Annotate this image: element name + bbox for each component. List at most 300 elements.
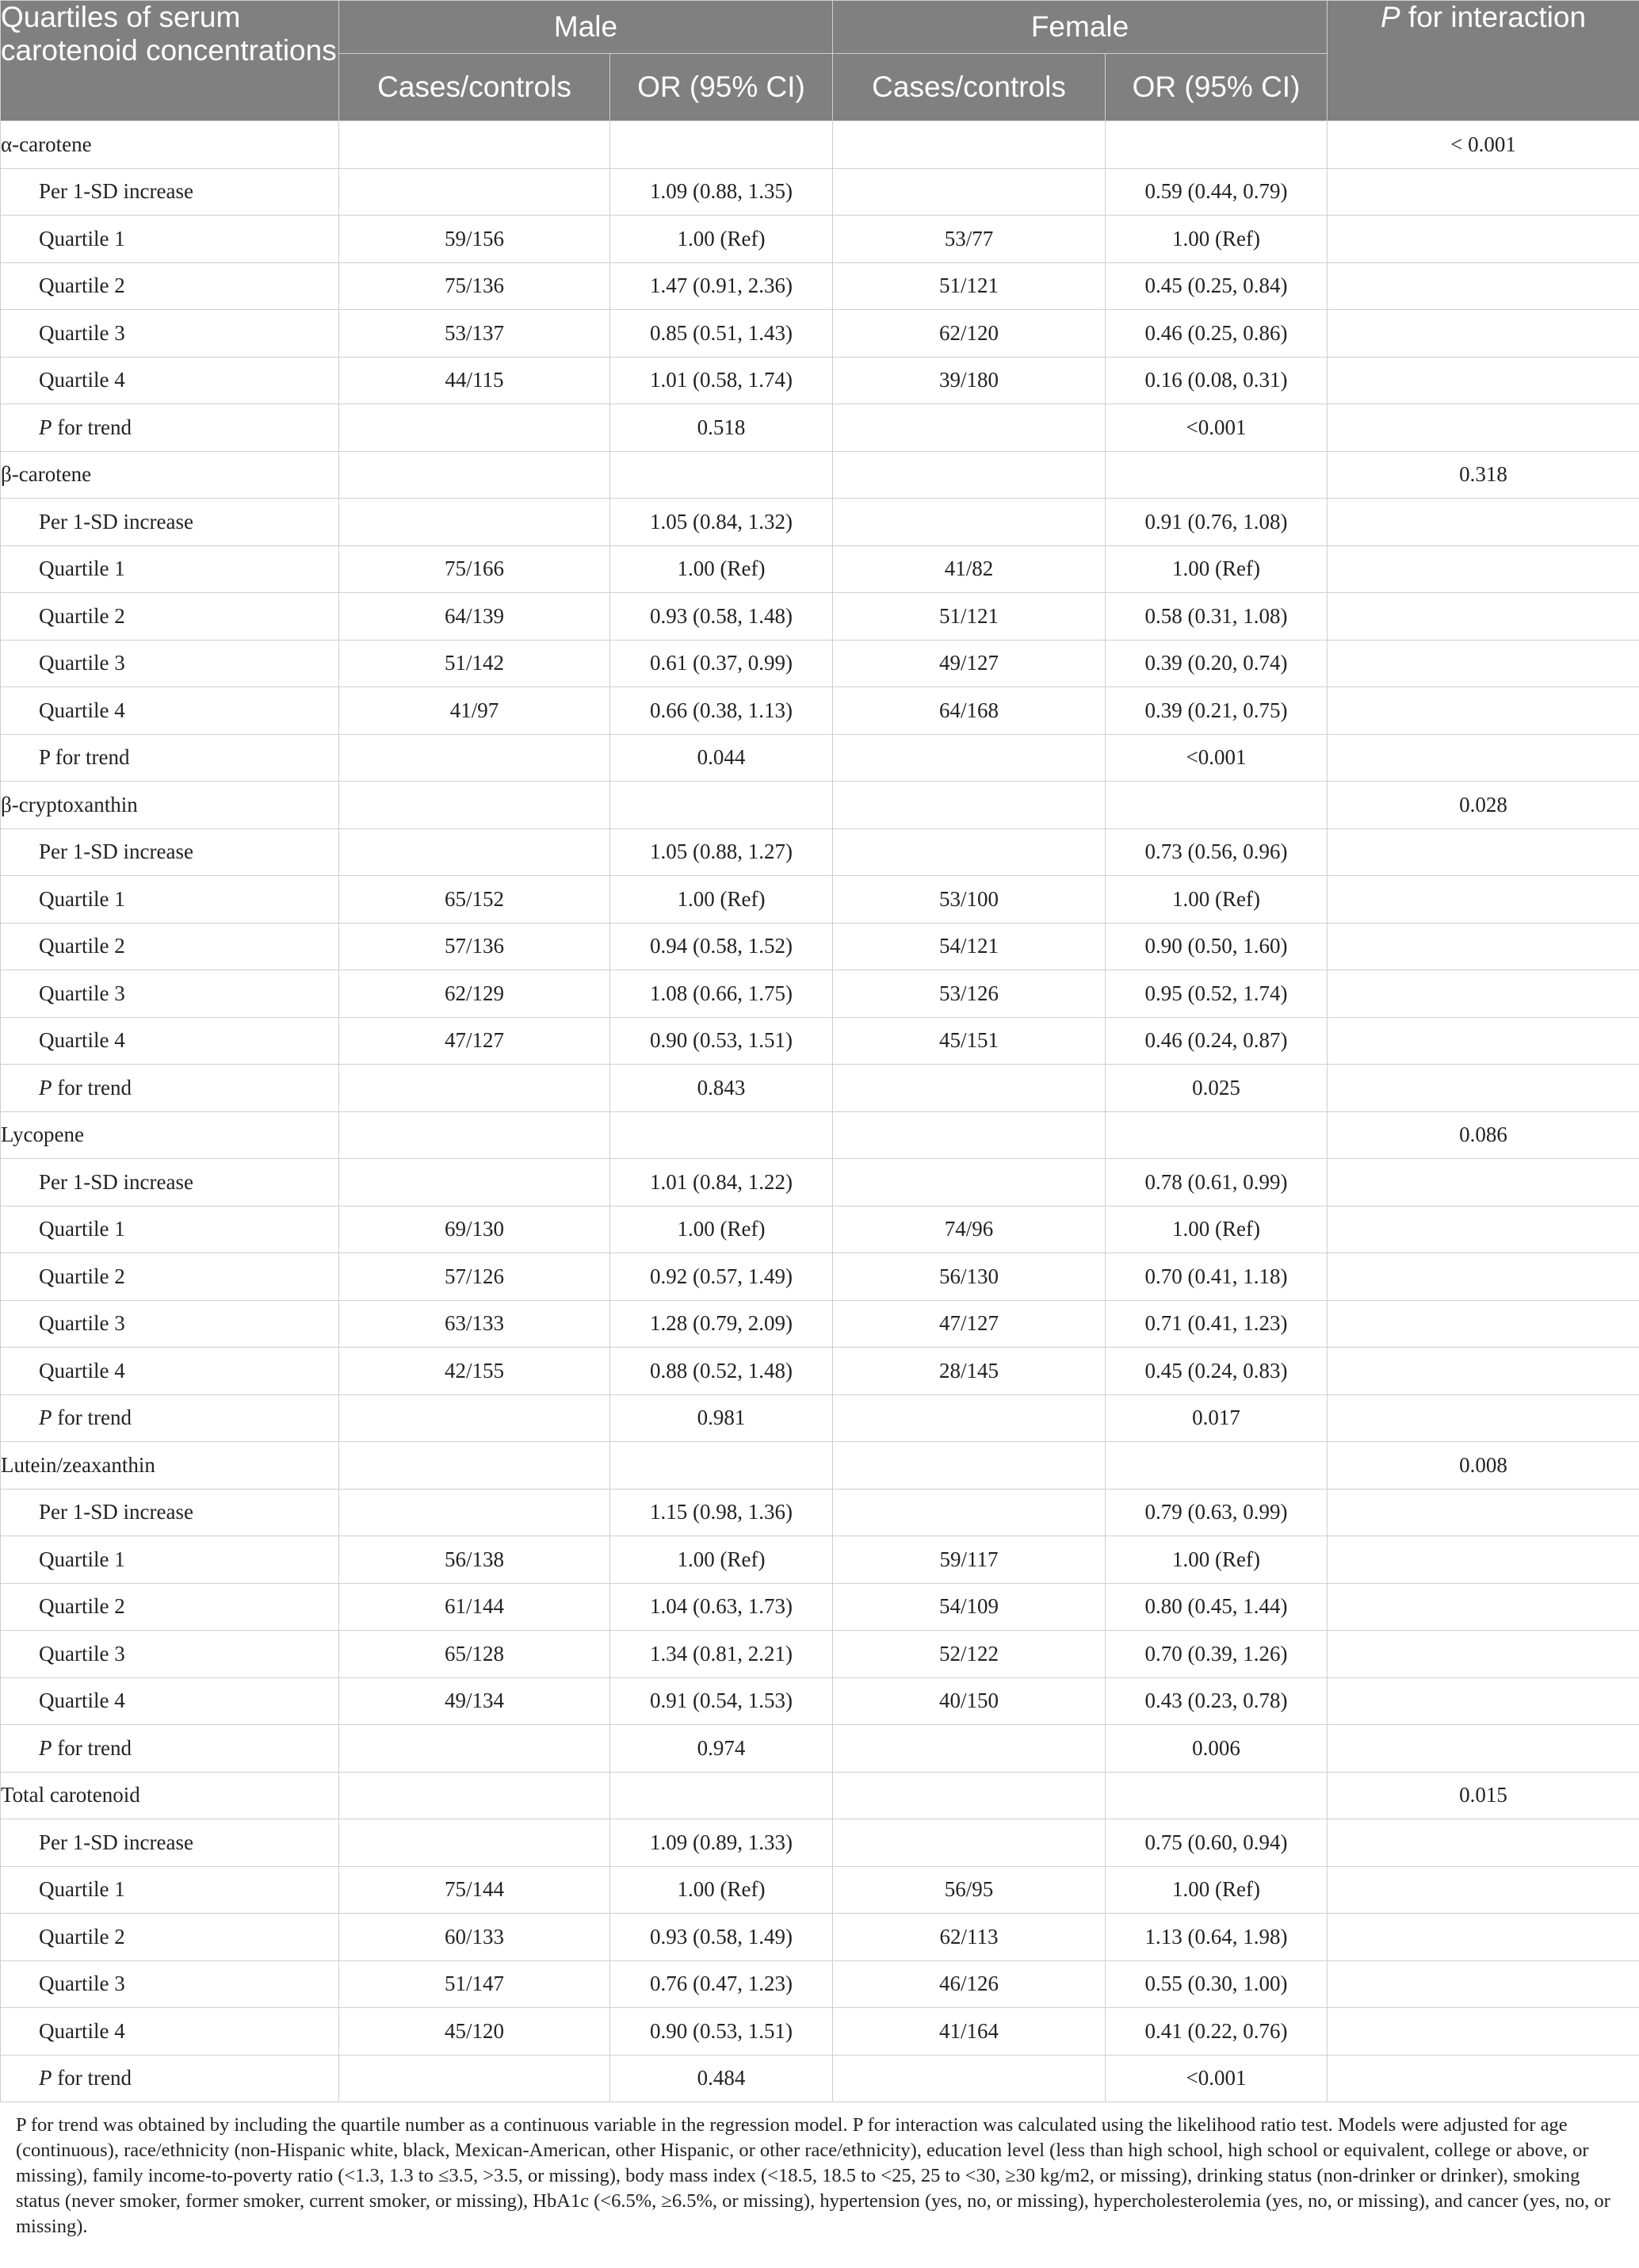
male-or-cell: 1.00 (Ref): [610, 1866, 833, 1914]
row-label-cell: Quartile 3: [1, 310, 339, 358]
p-italic: P: [1380, 1, 1400, 33]
female-cases-controls-cell: [833, 1065, 1106, 1112]
table-row: [1, 687, 1639, 735]
female-cases-controls-cell: [833, 2055, 1106, 2102]
table-row: [1, 2008, 1639, 2056]
male-or-cell: 0.90 (0.53, 1.51): [610, 1017, 833, 1065]
female-or-cell: 0.90 (0.50, 1.60): [1106, 923, 1328, 970]
male-or-cell: [610, 1442, 833, 1490]
table-row: [1, 1111, 1639, 1159]
male-cases-controls-cell: 47/127: [339, 1017, 610, 1065]
male-or-cell: 0.974: [610, 1725, 833, 1773]
male-or-cell: 1.00 (Ref): [610, 545, 833, 593]
female-or-cell: 0.45 (0.25, 0.84): [1106, 262, 1328, 310]
female-or-cell: <0.001: [1106, 404, 1328, 452]
male-or-cell: 1.00 (Ref): [610, 216, 833, 263]
male-cases-controls-cell: 75/136: [339, 262, 610, 310]
row-label-cell: Quartile 3: [1, 640, 339, 687]
row-label-cell: β-carotene: [1, 451, 339, 499]
p-interaction-cell: [1328, 168, 1639, 216]
female-or-cell: 0.59 (0.44, 0.79): [1106, 168, 1328, 216]
p-italic: P: [39, 415, 52, 439]
female-or-cell: 0.71 (0.41, 1.23): [1106, 1300, 1328, 1348]
row-label-cell: Quartile 4: [1, 1017, 339, 1065]
male-cases-controls-header: Cases/controls: [339, 54, 610, 121]
female-cases-controls-cell: [833, 1394, 1106, 1442]
male-cases-controls-cell: 57/136: [339, 923, 610, 970]
row-label-cell: Lutein/zeaxanthin: [1, 1442, 339, 1490]
p-interaction-cell: [1328, 404, 1639, 452]
female-cases-controls-cell: 56/95: [833, 1866, 1106, 1914]
male-cases-controls-cell: 69/130: [339, 1206, 610, 1253]
table-row: [1, 640, 1639, 687]
male-cases-controls-cell: [339, 1819, 610, 1867]
female-cases-controls-cell: [833, 121, 1106, 169]
male-or-cell: [610, 1111, 833, 1159]
table-row: [1, 451, 1639, 499]
p-interaction-cell: [1328, 1206, 1639, 1253]
female-cases-controls-cell: [833, 1819, 1106, 1867]
female-cases-controls-cell: [833, 1442, 1106, 1490]
table-row: [1, 545, 1639, 593]
female-cases-controls-cell: 40/150: [833, 1677, 1106, 1725]
female-or-cell: 0.46 (0.24, 0.87): [1106, 1017, 1328, 1065]
p-interaction-cell: [1328, 1914, 1639, 1961]
male-or-cell: 0.484: [610, 2055, 833, 2102]
p-italic: P: [39, 1075, 52, 1100]
male-or-cell: 1.01 (0.84, 1.22): [610, 1159, 833, 1207]
male-or-cell: 0.93 (0.58, 1.49): [610, 1914, 833, 1961]
male-or-cell: 0.94 (0.58, 1.52): [610, 923, 833, 970]
footnote-text: P for trend was obtained by including the quartile number as a continuous variable in the regression model. P for interaction was calculated using the likelihood ratio test. Models were adjusted for age (continuous), race/ethnicity (non-Hispanic white, black, Mexican-American, other Hispanic, or other race/ethnicity), education level (less than high school, high school or equivalent, college or above, or missing), family income-to-poverty ratio (<1.3, 1.3 to ≤3.5, >3.5, or missing), body mass index (<18.5, 18.5 to <25, 25 to <30, ≥30 kg/m2, or missing), drinking status (non-drinker or drinker), smoking status (never smoker, former smoker, current smoker, or missing), HbA1c (<6.5%, ≥6.5%, or missing), hypertension (yes, no, or missing), hypercholesterolemia (yes, no, or missing), and cancer (yes, no, or missing).: [16, 2114, 1610, 2237]
row-label-cell: Quartile 1: [1, 876, 339, 924]
p-interaction-cell: 0.028: [1328, 782, 1639, 829]
p-interaction-cell: [1328, 1819, 1639, 1867]
table-row: [1, 970, 1639, 1018]
p-interaction-cell: [1328, 828, 1639, 876]
female-or-cell: 0.79 (0.63, 0.99): [1106, 1489, 1328, 1536]
male-cases-controls-cell: [339, 451, 610, 499]
male-or-cell: 1.01 (0.58, 1.74): [610, 357, 833, 404]
female-or-cell: 0.46 (0.25, 0.86): [1106, 310, 1328, 358]
male-or-cell: 1.09 (0.89, 1.33): [610, 1819, 833, 1867]
p-interaction-cell: [1328, 216, 1639, 263]
table-row: [1, 1866, 1639, 1914]
male-or-cell: 1.34 (0.81, 2.21): [610, 1631, 833, 1678]
female-or-cell: 1.00 (Ref): [1106, 876, 1328, 924]
female-cases-controls-cell: 53/77: [833, 216, 1106, 263]
male-cases-controls-cell: 59/156: [339, 216, 610, 263]
p-interaction-cell: [1328, 640, 1639, 687]
p-italic: P: [39, 2066, 52, 2090]
male-cases-controls-cell: [339, 782, 610, 829]
table-body: [1, 121, 1639, 2102]
male-cases-controls-cell: [339, 499, 610, 546]
row-label-cell: Quartile 2: [1, 593, 339, 641]
male-cases-controls-cell: 45/120: [339, 2008, 610, 2056]
table-row: [1, 1442, 1639, 1490]
female-cases-controls-cell: [833, 1772, 1106, 1819]
table-row: [1, 1065, 1639, 1112]
female-cases-controls-cell: [833, 451, 1106, 499]
female-cases-controls-cell: 51/121: [833, 593, 1106, 641]
female-cases-controls-cell: 59/117: [833, 1536, 1106, 1584]
female-or-cell: 0.39 (0.21, 0.75): [1106, 687, 1328, 735]
p-interaction-cell: [1328, 1300, 1639, 1348]
p-interaction-cell: [1328, 1960, 1639, 2008]
row-label-header: Quartiles of serum carotenoid concentrations: [1, 1, 339, 121]
p-interaction-cell: 0.318: [1328, 451, 1639, 499]
trend-label-rest: for trend: [52, 1075, 132, 1100]
p-interaction-cell: [1328, 687, 1639, 735]
female-cases-controls-cell: [833, 404, 1106, 452]
row-label-cell: Quartile 4: [1, 2008, 339, 2056]
female-cases-controls-cell: [833, 734, 1106, 782]
female-or-cell: 0.75 (0.60, 0.94): [1106, 1819, 1328, 1867]
p-interaction-cell: [1328, 2008, 1639, 2056]
female-cases-controls-cell: [833, 168, 1106, 216]
female-cases-controls-cell: [833, 828, 1106, 876]
table-row: [1, 168, 1639, 216]
female-or-cell: 1.13 (0.64, 1.98): [1106, 1914, 1328, 1961]
male-cases-controls-cell: [339, 1725, 610, 1773]
row-label-cell: Quartile 1: [1, 1536, 339, 1584]
row-label-cell: Per 1-SD increase: [1, 1819, 339, 1867]
row-label-cell: Per 1-SD increase: [1, 499, 339, 546]
table-row: [1, 1489, 1639, 1536]
male-cases-controls-cell: 41/97: [339, 687, 610, 735]
female-cases-controls-cell: 64/168: [833, 687, 1106, 735]
male-cases-controls-cell: [339, 404, 610, 452]
female-cases-controls-cell: 41/82: [833, 545, 1106, 593]
male-cases-controls-cell: 60/133: [339, 1914, 610, 1961]
row-label-cell: [1, 404, 339, 452]
p-interaction-cell: [1328, 1394, 1639, 1442]
row-label-cell: Quartile 3: [1, 1631, 339, 1678]
male-or-cell: 0.76 (0.47, 1.23): [610, 1960, 833, 2008]
male-or-cell: 0.843: [610, 1065, 833, 1112]
row-label-cell: Quartile 2: [1, 1583, 339, 1631]
male-cases-controls-cell: 53/137: [339, 310, 610, 358]
male-cases-controls-cell: [339, 1394, 610, 1442]
male-or-cell: 0.981: [610, 1394, 833, 1442]
female-cases-controls-cell: 54/121: [833, 923, 1106, 970]
female-or-cell: 0.006: [1106, 1725, 1328, 1773]
male-cases-controls-cell: [339, 828, 610, 876]
female-cases-controls-header: Cases/controls: [833, 54, 1106, 121]
table-row: [1, 1159, 1639, 1207]
p-interaction-cell: [1328, 1866, 1639, 1914]
female-cases-controls-cell: [833, 1159, 1106, 1207]
female-or-cell: <0.001: [1106, 2055, 1328, 2102]
male-or-cell: 1.04 (0.63, 1.73): [610, 1583, 833, 1631]
p-interaction-cell: [1328, 499, 1639, 546]
male-or-cell: 0.61 (0.37, 0.99): [610, 640, 833, 687]
male-or-cell: 1.05 (0.84, 1.32): [610, 499, 833, 546]
row-label-cell: Quartile 1: [1, 216, 339, 263]
male-or-cell: 0.90 (0.53, 1.51): [610, 2008, 833, 2056]
p-italic: P: [39, 1406, 52, 1430]
male-or-header: OR (95% CI): [610, 54, 833, 121]
female-or-header: OR (95% CI): [1106, 54, 1328, 121]
male-or-cell: 0.93 (0.58, 1.48): [610, 593, 833, 641]
p-interaction-cell: [1328, 1348, 1639, 1395]
female-cases-controls-cell: 74/96: [833, 1206, 1106, 1253]
row-label-cell: Quartile 1: [1, 1206, 339, 1253]
male-cases-controls-cell: [339, 1065, 610, 1112]
row-label-cell: Per 1-SD increase: [1, 1489, 339, 1536]
female-or-cell: 1.00 (Ref): [1106, 1206, 1328, 1253]
female-cases-controls-cell: 49/127: [833, 640, 1106, 687]
table-row: [1, 404, 1639, 452]
male-cases-controls-cell: [339, 1442, 610, 1490]
p-interaction-cell: [1328, 2055, 1639, 2102]
male-header: Male: [339, 1, 833, 54]
male-or-cell: 0.85 (0.51, 1.43): [610, 310, 833, 358]
row-label-cell: [1, 2055, 339, 2102]
table-row: [1, 876, 1639, 924]
male-cases-controls-cell: 51/147: [339, 1960, 610, 2008]
female-cases-controls-cell: [833, 1111, 1106, 1159]
row-label-cell: P for trend: [1, 734, 339, 782]
table-row: [1, 1583, 1639, 1631]
male-cases-controls-cell: [339, 121, 610, 169]
table-row: [1, 1960, 1639, 2008]
female-cases-controls-cell: 62/120: [833, 310, 1106, 358]
table-row: [1, 1253, 1639, 1301]
p-interaction-cell: [1328, 1253, 1639, 1301]
female-cases-controls-cell: 53/126: [833, 970, 1106, 1018]
p-italic: P: [39, 1735, 52, 1760]
female-or-cell: 0.73 (0.56, 0.96): [1106, 828, 1328, 876]
p-interaction-cell: [1328, 262, 1639, 310]
row-label-cell: Quartile 4: [1, 687, 339, 735]
female-or-cell: 0.78 (0.61, 0.99): [1106, 1159, 1328, 1207]
p-interaction-cell: [1328, 593, 1639, 641]
table-row: [1, 1536, 1639, 1584]
p-interaction-cell: [1328, 970, 1639, 1018]
female-cases-controls-cell: 52/122: [833, 1631, 1106, 1678]
male-cases-controls-cell: 64/139: [339, 593, 610, 641]
table-row: [1, 1017, 1639, 1065]
row-label-cell: Quartile 3: [1, 970, 339, 1018]
row-label-cell: Quartile 1: [1, 1866, 339, 1914]
male-cases-controls-cell: 42/155: [339, 1348, 610, 1395]
table-row: [1, 262, 1639, 310]
table-row: [1, 1394, 1639, 1442]
table-footnote: [16, 2113, 1625, 2239]
female-or-cell: 0.70 (0.41, 1.18): [1106, 1253, 1328, 1301]
p-interaction-cell: 0.015: [1328, 1772, 1639, 1819]
male-cases-controls-cell: 44/115: [339, 357, 610, 404]
male-or-cell: 0.518: [610, 404, 833, 452]
table-row: [1, 923, 1639, 970]
trend-label-rest: for trend: [52, 1406, 132, 1430]
row-label-cell: Quartile 4: [1, 1677, 339, 1725]
row-label-cell: Total carotenoid: [1, 1772, 339, 1819]
row-label-cell: Quartile 2: [1, 1253, 339, 1301]
p-interaction-cell: [1328, 876, 1639, 924]
male-or-cell: 1.09 (0.88, 1.35): [610, 168, 833, 216]
row-label-cell: Quartile 2: [1, 262, 339, 310]
male-or-cell: 0.91 (0.54, 1.53): [610, 1677, 833, 1725]
table-row: [1, 121, 1639, 169]
table-row: [1, 1300, 1639, 1348]
male-cases-controls-cell: [339, 1772, 610, 1819]
p-interaction-cell: [1328, 310, 1639, 358]
table-header: [1, 1, 1639, 121]
male-cases-controls-cell: 75/166: [339, 545, 610, 593]
table-row: [1, 1819, 1639, 1867]
trend-label-rest: for trend: [52, 1735, 132, 1760]
female-cases-controls-cell: 39/180: [833, 357, 1106, 404]
male-cases-controls-cell: 75/144: [339, 1866, 610, 1914]
row-label-cell: β-cryptoxanthin: [1, 782, 339, 829]
row-label-cell: Quartile 2: [1, 1914, 339, 1961]
female-cases-controls-cell: [833, 782, 1106, 829]
male-or-cell: [610, 782, 833, 829]
female-or-cell: 1.00 (Ref): [1106, 216, 1328, 263]
male-cases-controls-cell: [339, 734, 610, 782]
male-cases-controls-cell: [339, 1489, 610, 1536]
female-or-cell: 0.45 (0.24, 0.83): [1106, 1348, 1328, 1395]
female-cases-controls-cell: [833, 1725, 1106, 1773]
row-label-cell: Per 1-SD increase: [1, 1159, 339, 1207]
male-or-cell: [610, 121, 833, 169]
male-cases-controls-cell: 57/126: [339, 1253, 610, 1301]
table-row: [1, 734, 1639, 782]
row-label-cell: [1, 1065, 339, 1112]
female-or-cell: 0.55 (0.30, 1.00): [1106, 1960, 1328, 2008]
female-or-cell: 0.39 (0.20, 0.74): [1106, 640, 1328, 687]
male-or-cell: 1.08 (0.66, 1.75): [610, 970, 833, 1018]
table-row: [1, 1677, 1639, 1725]
p-interaction-cell: [1328, 1677, 1639, 1725]
row-label-cell: α-carotene: [1, 121, 339, 169]
row-label-cell: Quartile 4: [1, 1348, 339, 1395]
male-or-cell: 1.47 (0.91, 2.36): [610, 262, 833, 310]
female-cases-controls-cell: 46/126: [833, 1960, 1106, 2008]
table-row: [1, 216, 1639, 263]
female-cases-controls-cell: 51/121: [833, 262, 1106, 310]
table-row: [1, 499, 1639, 546]
male-or-cell: 0.88 (0.52, 1.48): [610, 1348, 833, 1395]
female-cases-controls-cell: [833, 1489, 1106, 1536]
table-row: [1, 1631, 1639, 1678]
p-interaction-cell: [1328, 1065, 1639, 1112]
table-row: [1, 310, 1639, 358]
female-or-cell: 0.16 (0.08, 0.31): [1106, 357, 1328, 404]
female-cases-controls-cell: 41/164: [833, 2008, 1106, 2056]
row-label-cell: Quartile 3: [1, 1960, 339, 2008]
female-or-cell: 0.43 (0.23, 0.78): [1106, 1677, 1328, 1725]
row-label-cell: [1, 1725, 339, 1773]
male-cases-controls-cell: [339, 168, 610, 216]
p-interaction-cell: [1328, 357, 1639, 404]
female-or-cell: 0.91 (0.76, 1.08): [1106, 499, 1328, 546]
female-or-cell: 0.017: [1106, 1394, 1328, 1442]
trend-label-rest: for trend: [52, 2066, 132, 2090]
female-or-cell: 1.00 (Ref): [1106, 1536, 1328, 1584]
male-cases-controls-cell: 49/134: [339, 1677, 610, 1725]
p-interaction-cell: [1328, 545, 1639, 593]
p-interaction-cell: [1328, 1631, 1639, 1678]
table-row: [1, 1914, 1639, 1961]
male-or-cell: 1.15 (0.98, 1.36): [610, 1489, 833, 1536]
male-or-cell: [610, 451, 833, 499]
p-interaction-cell: [1328, 923, 1639, 970]
row-label-cell: [1, 1394, 339, 1442]
male-cases-controls-cell: 61/144: [339, 1583, 610, 1631]
row-label-cell: Per 1-SD increase: [1, 828, 339, 876]
row-label-cell: Lycopene: [1, 1111, 339, 1159]
female-or-cell: 0.70 (0.39, 1.26): [1106, 1631, 1328, 1678]
male-cases-controls-cell: 65/128: [339, 1631, 610, 1678]
row-label-cell: Quartile 1: [1, 545, 339, 593]
female-header: Female: [833, 1, 1328, 54]
p-interaction-cell: 0.086: [1328, 1111, 1639, 1159]
male-or-cell: 0.044: [610, 734, 833, 782]
p-interaction-cell: [1328, 1725, 1639, 1773]
female-or-cell: 0.80 (0.45, 1.44): [1106, 1583, 1328, 1631]
male-or-cell: 1.28 (0.79, 2.09): [610, 1300, 833, 1348]
male-or-cell: 1.05 (0.88, 1.27): [610, 828, 833, 876]
male-or-cell: 1.00 (Ref): [610, 876, 833, 924]
male-cases-controls-cell: 65/152: [339, 876, 610, 924]
female-or-cell: [1106, 451, 1328, 499]
female-or-cell: 1.00 (Ref): [1106, 545, 1328, 593]
female-or-cell: [1106, 1772, 1328, 1819]
row-label-cell: Quartile 2: [1, 923, 339, 970]
male-or-cell: 0.66 (0.38, 1.13): [610, 687, 833, 735]
male-or-cell: 1.00 (Ref): [610, 1206, 833, 1253]
male-cases-controls-cell: 62/129: [339, 970, 610, 1018]
female-cases-controls-cell: 62/113: [833, 1914, 1106, 1961]
table-row: [1, 1348, 1639, 1395]
male-or-cell: 1.00 (Ref): [610, 1536, 833, 1584]
table-row: [1, 1206, 1639, 1253]
male-cases-controls-cell: [339, 1111, 610, 1159]
table-row: [1, 1725, 1639, 1773]
female-or-cell: 0.41 (0.22, 0.76): [1106, 2008, 1328, 2056]
female-or-cell: [1106, 1111, 1328, 1159]
table-row: [1, 357, 1639, 404]
male-cases-controls-cell: 56/138: [339, 1536, 610, 1584]
p-interaction-cell: [1328, 1489, 1639, 1536]
female-cases-controls-cell: [833, 499, 1106, 546]
p-interaction-cell: [1328, 1017, 1639, 1065]
female-cases-controls-cell: 47/127: [833, 1300, 1106, 1348]
female-or-cell: [1106, 121, 1328, 169]
female-cases-controls-cell: 54/109: [833, 1583, 1106, 1631]
p-interaction-cell: [1328, 1536, 1639, 1584]
p-interaction-cell: [1328, 734, 1639, 782]
female-cases-controls-cell: 45/151: [833, 1017, 1106, 1065]
table-row: [1, 828, 1639, 876]
female-or-cell: <0.001: [1106, 734, 1328, 782]
p-interaction-cell: < 0.001: [1328, 121, 1639, 169]
table-row: [1, 782, 1639, 829]
male-cases-controls-cell: [339, 2055, 610, 2102]
p-interaction-cell: [1328, 1159, 1639, 1207]
female-or-cell: 0.58 (0.31, 1.08): [1106, 593, 1328, 641]
table-row: [1, 593, 1639, 641]
female-or-cell: 0.95 (0.52, 1.74): [1106, 970, 1328, 1018]
female-cases-controls-cell: 53/100: [833, 876, 1106, 924]
p-interaction-cell: [1328, 1583, 1639, 1631]
p-interaction-cell: 0.008: [1328, 1442, 1639, 1490]
female-or-cell: [1106, 782, 1328, 829]
